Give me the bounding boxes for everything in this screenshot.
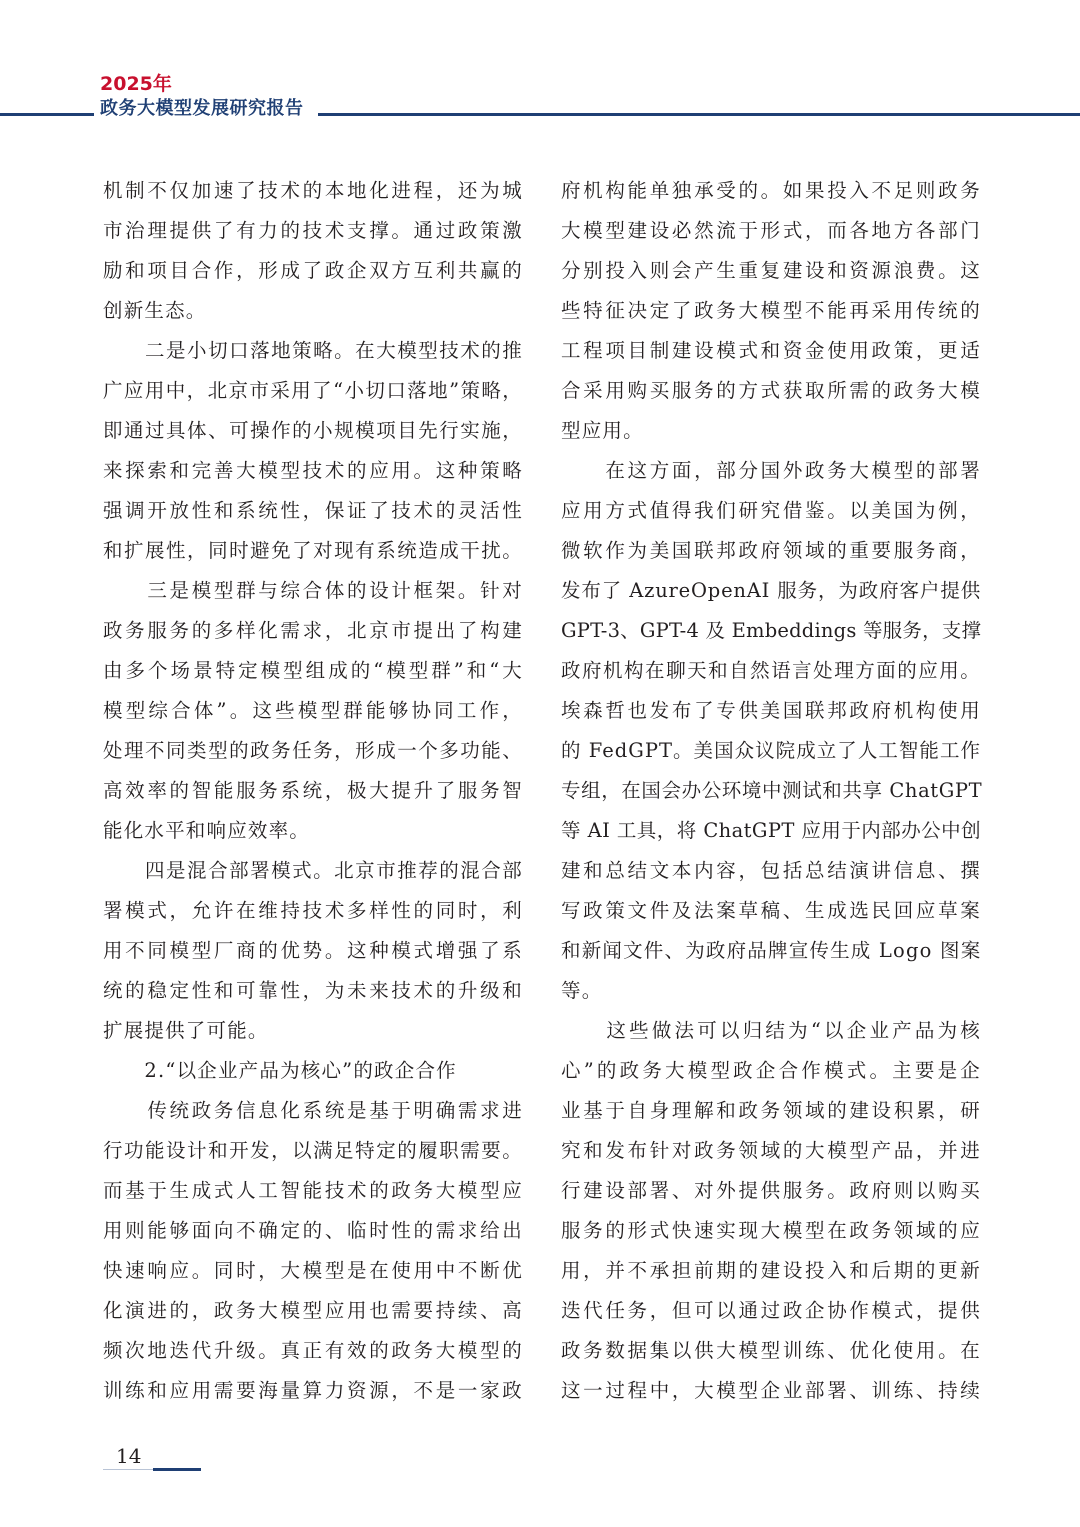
header-rule-right <box>318 113 1080 116</box>
right-column <box>561 171 981 1411</box>
header-rule-left <box>0 113 94 116</box>
text-line: 在这方面，部分国外政务大模型的部署 <box>561 459 981 482</box>
text-line: 三是模型群与综合体的设计框架。针对 <box>103 579 523 602</box>
text-line: 这一过程中，大模型企业部署、训练、持续 <box>561 1379 981 1402</box>
text-line: 的 FedGPT。美国众议院成立了人工智能工作 <box>561 739 981 762</box>
text-line: 用，并不承担前期的建设投入和后期的更新 <box>561 1259 981 1282</box>
text-line: 即通过具体、可操作的小规模项目先行实施， <box>103 419 523 442</box>
text-line: 高效率的智能服务系统，极大提升了服务智 <box>103 779 523 802</box>
text-line: 服务的形式快速实现大模型在政务领域的应 <box>561 1219 981 1242</box>
text-line: 埃森哲也发布了专供美国联邦政府机构使用 <box>561 699 981 722</box>
text-line: 扩展提供了可能。 <box>103 1019 269 1042</box>
text-line: 专组，在国会办公环境中测试和共享 ChatGPT <box>561 779 983 802</box>
text-line: 四是混合部署模式。北京市推荐的混合部 <box>103 859 523 882</box>
text-line: GPT-3、GPT-4 及 Embeddings 等服务，支撑 <box>561 619 982 642</box>
text-line: 型应用。 <box>561 419 644 442</box>
page-header <box>0 0 1080 130</box>
text-line: 这些做法可以归结为“以企业产品为核 <box>561 1019 981 1042</box>
footer-rule-light <box>103 1469 153 1470</box>
text-line: 机制不仅加速了技术的本地化进程，还为城 <box>103 179 523 202</box>
header-year: 2025年 <box>100 73 172 95</box>
text-line: 分别投入则会产生重复建设和资源浪费。这 <box>561 259 981 282</box>
text-line: 行功能设计和开发，以满足特定的履职需要。 <box>103 1139 523 1162</box>
text-line: 合采用购买服务的方式获取所需的政务大模 <box>561 379 981 402</box>
section-heading: 2.“以企业产品为核心”的政企合作 <box>103 1059 457 1082</box>
text-line: 来探索和完善大模型技术的应用。这种策略 <box>103 459 523 482</box>
text-line: 迭代任务，但可以通过政企协作模式，提供 <box>561 1299 981 1322</box>
text-line: 和扩展性，同时避免了对现有系统造成干扰。 <box>103 539 523 562</box>
text-line: 市治理提供了有力的技术支撑。通过政策激 <box>103 219 523 242</box>
text-line: 府机构能单独承受的。如果投入不足则政务 <box>561 179 981 202</box>
left-column <box>103 171 523 1411</box>
text-line: 微软作为美国联邦政府领域的重要服务商， <box>561 539 981 562</box>
text-line: 化演进的，政务大模型应用也需要持续、高 <box>103 1299 523 1322</box>
text-line: 应用方式值得我们研究借鉴。以美国为例， <box>561 499 981 522</box>
text-line: 大模型建设必然流于形式，而各地方各部门 <box>561 219 981 242</box>
text-line: 等。 <box>561 979 603 1002</box>
text-line: 政务数据集以供大模型训练、优化使用。在 <box>561 1339 981 1362</box>
text-line: 署模式，允许在维持技术多样性的同时，利 <box>103 899 523 922</box>
text-line: 广应用中，北京市采用了“小切口落地”策略， <box>103 379 523 402</box>
text-line: 政务服务的多样化需求，北京市提出了构建 <box>103 619 523 642</box>
text-line: 工程项目制建设模式和资金使用政策，更适 <box>561 339 981 362</box>
text-line: 频次地迭代升级。真正有效的政务大模型的 <box>103 1339 523 1362</box>
text-line: 发布了 AzureOpenAI 服务，为政府客户提供 <box>561 579 981 602</box>
text-line: 用则能够面向不确定的、临时性的需求给出 <box>103 1219 523 1242</box>
text-line: 和新闻文件、为政府品牌宣传生成 Logo 图案 <box>561 939 982 962</box>
footer-rule-dark <box>153 1468 201 1471</box>
text-line: 而基于生成式人工智能技术的政务大模型应 <box>103 1179 523 1202</box>
text-line: 训练和应用需要海量算力资源，不是一家政 <box>103 1379 523 1402</box>
text-line: 建和总结文本内容，包括总结演讲信息、撰 <box>561 859 981 882</box>
text-line: 心”的政务大模型政企合作模式。主要是企 <box>561 1059 981 1082</box>
text-line: 能化水平和响应效率。 <box>103 819 311 842</box>
text-line: 写政策文件及法案草稿、生成选民回应草案 <box>561 899 981 922</box>
text-line: 统的稳定性和可靠性，为未来技术的升级和 <box>103 979 523 1002</box>
text-line: 业基于自身理解和政务领域的建设积累，研 <box>561 1099 981 1122</box>
text-line: 励和项目合作，形成了政企双方互利共赢的 <box>103 259 523 282</box>
text-line: 处理不同类型的政务任务，形成一个多功能、 <box>103 739 523 762</box>
text-line: 些特征决定了政务大模型不能再采用传统的 <box>561 299 981 322</box>
text-line: 传统政务信息化系统是基于明确需求进 <box>103 1099 523 1122</box>
text-line: 等 AI 工具，将 ChatGPT 应用于内部办公中创 <box>561 819 981 842</box>
text-line: 由多个场景特定模型组成的“模型群”和“大 <box>103 659 523 682</box>
text-line: 政府机构在聊天和自然语言处理方面的应用。 <box>561 659 981 682</box>
text-line: 快速响应。同时，大模型是在使用中不断优 <box>103 1259 523 1282</box>
text-line: 二是小切口落地策略。在大模型技术的推 <box>103 339 523 362</box>
header-title: 政务大模型发展研究报告 <box>100 98 304 119</box>
text-line: 行建设部署、对外提供服务。政府则以购买 <box>561 1179 981 1202</box>
page-number: 14 <box>116 1444 142 1468</box>
text-line: 究和发布针对政务领域的大模型产品，并进 <box>561 1139 981 1162</box>
text-line: 创新生态。 <box>103 299 207 322</box>
text-line: 强调开放性和系统性，保证了技术的灵活性 <box>103 499 523 522</box>
text-line: 用不同模型厂商的优势。这种模式增强了系 <box>103 939 523 962</box>
text-line: 模型综合体”。这些模型群能够协同工作， <box>103 699 523 722</box>
